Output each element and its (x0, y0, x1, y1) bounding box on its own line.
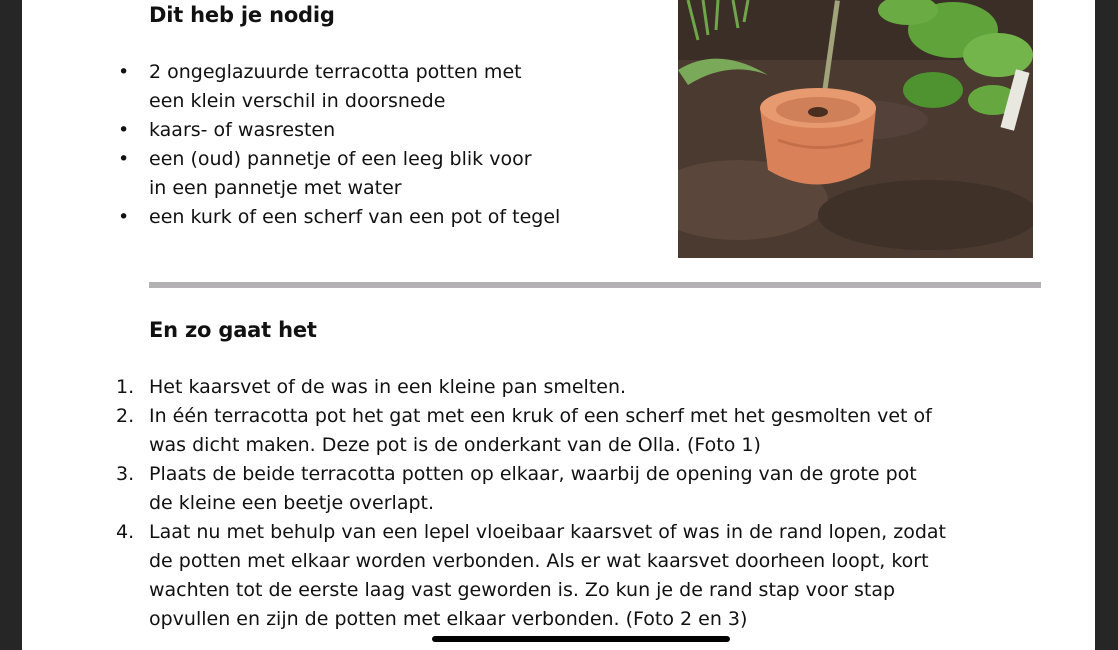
step-line: Plaats de beide terracotta potten op elkaar, waarbij de opening van de grote pot (149, 463, 917, 485)
bullet-dot: • (118, 119, 130, 141)
bullet-dot: • (118, 148, 130, 170)
material-item (112, 203, 672, 232)
material-line: een klein verschil in doorsnede (149, 90, 446, 112)
step-item (112, 518, 1012, 634)
step-line: was dicht maken. Deze pot is de onderkant van de Olla. (Foto 1) (149, 434, 761, 456)
section-title-steps: En zo gaat het (149, 318, 317, 342)
step-line: opvullen en zijn de potten met elkaar verbonden. (Foto 2 en 3) (149, 608, 748, 630)
material-line: kaars- of wasresten (149, 119, 336, 141)
section-title-materials: Dit heb je nodig (149, 3, 335, 27)
step-line: de potten met elkaar worden verbonden. Als er wat kaarsvet doorheen loopt, kort (149, 550, 929, 572)
material-line: 2 ongeglazuurde terracotta potten met (149, 61, 522, 83)
bullet-dot: • (118, 206, 130, 228)
step-number: 1. (116, 376, 135, 398)
step-number: 3. (116, 463, 135, 485)
material-item (112, 116, 672, 145)
document-page (22, 0, 1095, 650)
step-item (112, 402, 1012, 460)
step-line: In één terracotta pot het gat met een kruk of een scherf met het gesmolten vet of (149, 405, 932, 427)
step-line: de kleine een beetje overlapt. (149, 492, 435, 514)
olla-photo (678, 0, 1033, 258)
step-number: 2. (116, 405, 135, 427)
home-indicator-bar[interactable] (432, 636, 730, 642)
material-item (112, 145, 672, 203)
material-line: in een pannetje met water (149, 177, 402, 199)
bullet-dot: • (118, 61, 130, 83)
step-item (112, 460, 1012, 518)
step-line: Het kaarsvet of de was in een kleine pan smelten. (149, 376, 627, 398)
steps-list (112, 373, 1012, 634)
material-line: een kurk of een scherf van een pot of tegel (149, 206, 561, 228)
section-divider (149, 282, 1041, 288)
material-line: een (oud) pannetje of een leeg blik voor (149, 148, 532, 170)
step-line: wachten tot de eerste laag vast geworden is. Zo kun je de rand stap voor stap (149, 579, 896, 601)
materials-list (112, 58, 672, 232)
step-number: 4. (116, 521, 135, 543)
olla-in-soil-image (678, 0, 1033, 258)
step-line: Laat nu met behulp van een lepel vloeibaar kaarsvet of was in de rand lopen, zodat (149, 521, 946, 543)
step-item (112, 373, 1012, 402)
material-item (112, 58, 672, 116)
